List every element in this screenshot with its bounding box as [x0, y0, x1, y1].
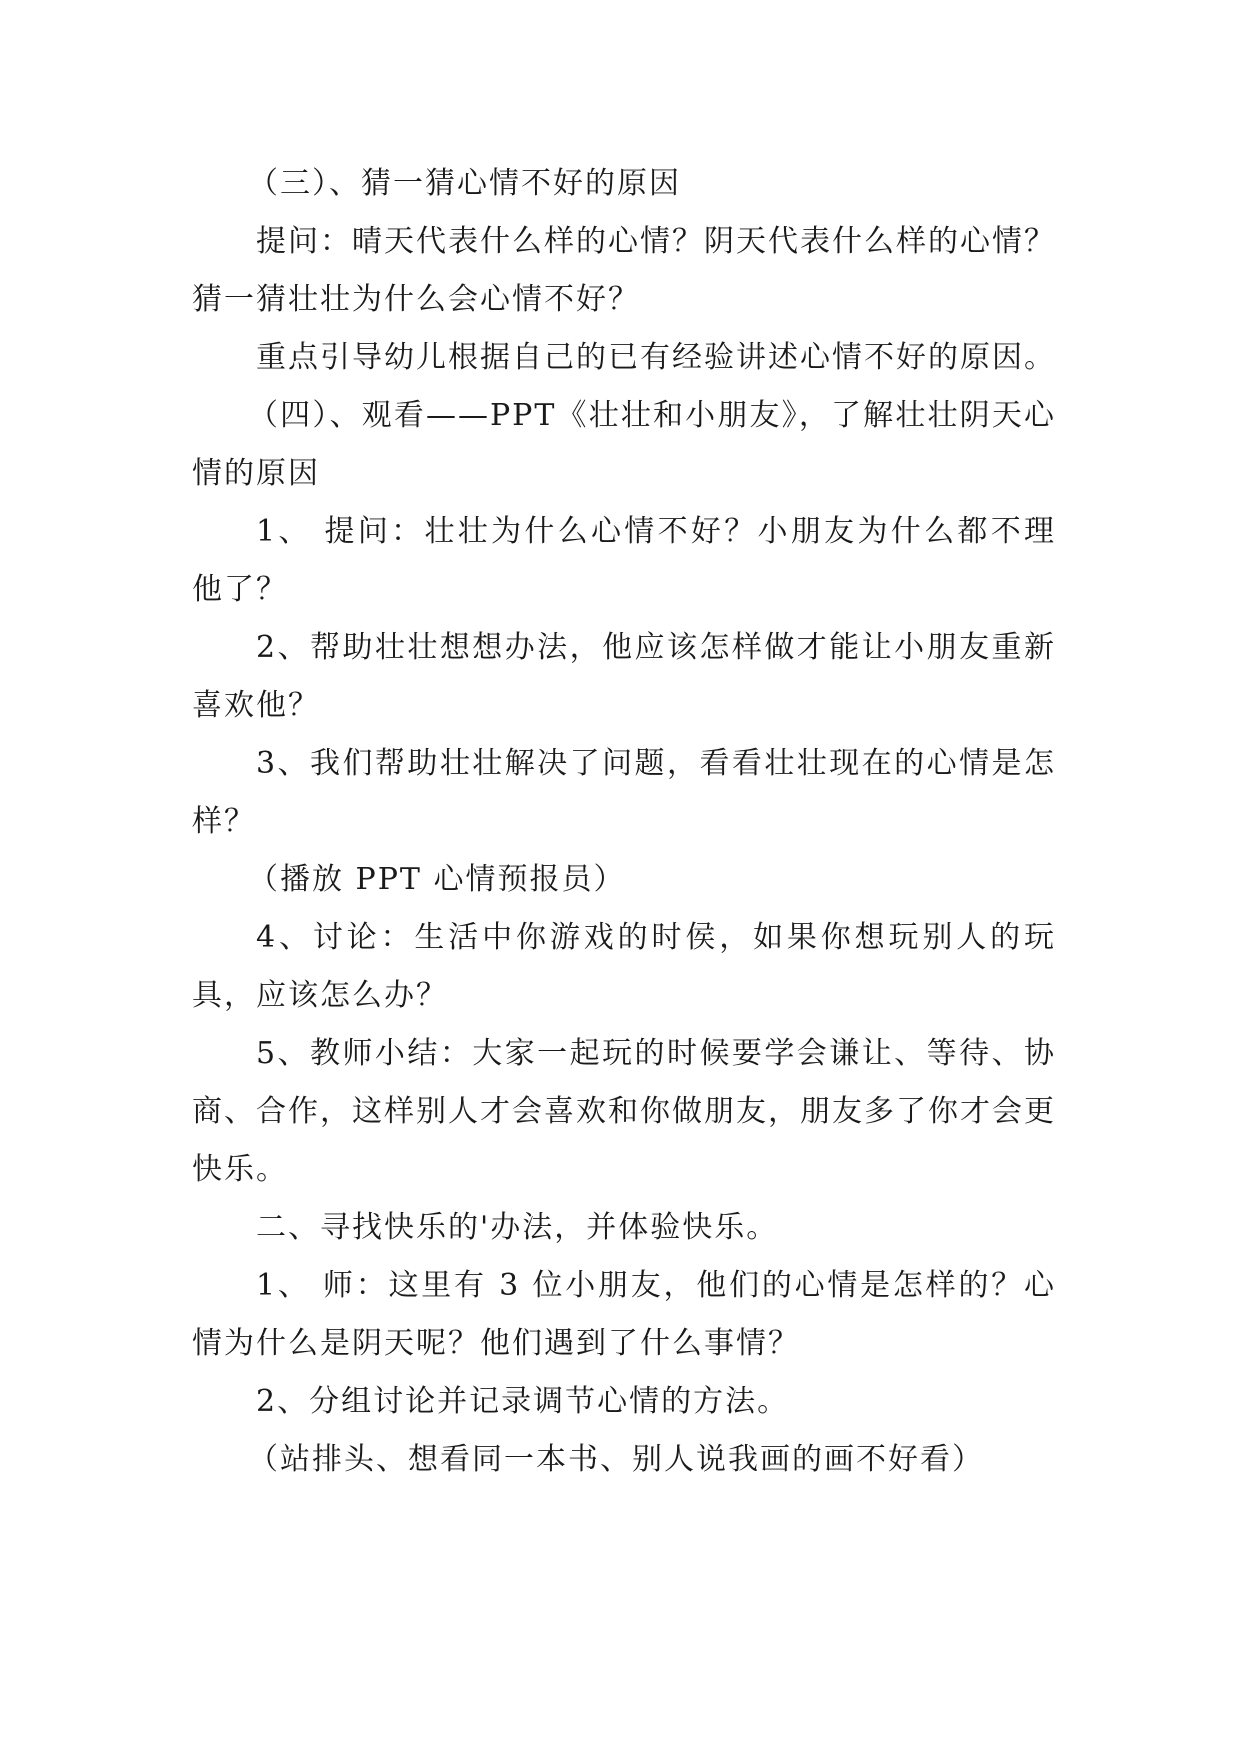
section-heading-3: （三）、猜一猜心情不好的原因 [248, 166, 681, 201]
list-item-b1: 1、 师：这里有 3 位小朋友，他们的心情是怎样的？心情为什么是阴天呢？他们遇到了什么事情？ [192, 1268, 1056, 1361]
section-heading-4: （四）、观看——PPT《壮壮和小朋友》，了解壮壮阴天心情的原因 [192, 398, 1056, 491]
list-item-5: 5、教师小结：大家一起玩的时候要学会谦让、等待、协商、合作，这样别人才会喜欢和你做朋友，朋友多了你才会更快乐。 [192, 1036, 1056, 1187]
section-heading-2: 二、寻找快乐的'办法，并体验快乐。 [256, 1210, 779, 1245]
list-item-2: 2、帮助壮壮想想办法，他应该怎样做才能让小朋友重新喜欢他？ [192, 630, 1056, 723]
list-item-3: 3、我们帮助壮壮解决了问题，看看壮壮现在的心情是怎样？ [192, 746, 1056, 839]
paragraph-note-ppt: （播放 PPT 心情预报员） [248, 862, 626, 897]
paragraph-question: 提问：晴天代表什么样的心情？阴天代表什么样的心情？猜一猜壮壮为什么会心情不好？ [192, 224, 1056, 317]
document-body [192, 155, 1056, 1489]
list-item-4: 4、讨论：生活中你游戏的时侯，如果你想玩别人的玩具，应该怎么办？ [192, 920, 1056, 1013]
paragraph-guidance: 重点引导幼儿根据自己的已有经验讲述心情不好的原因。 [256, 340, 1056, 375]
list-item-1: 1、 提问：壮壮为什么心情不好？小朋友为什么都不理他了？ [192, 514, 1056, 607]
paragraph-note-examples: （站排头、想看同一本书、别人说我画的画不好看） [248, 1442, 984, 1477]
list-item-b2: 2、分组讨论并记录调节心情的方法。 [256, 1384, 790, 1419]
